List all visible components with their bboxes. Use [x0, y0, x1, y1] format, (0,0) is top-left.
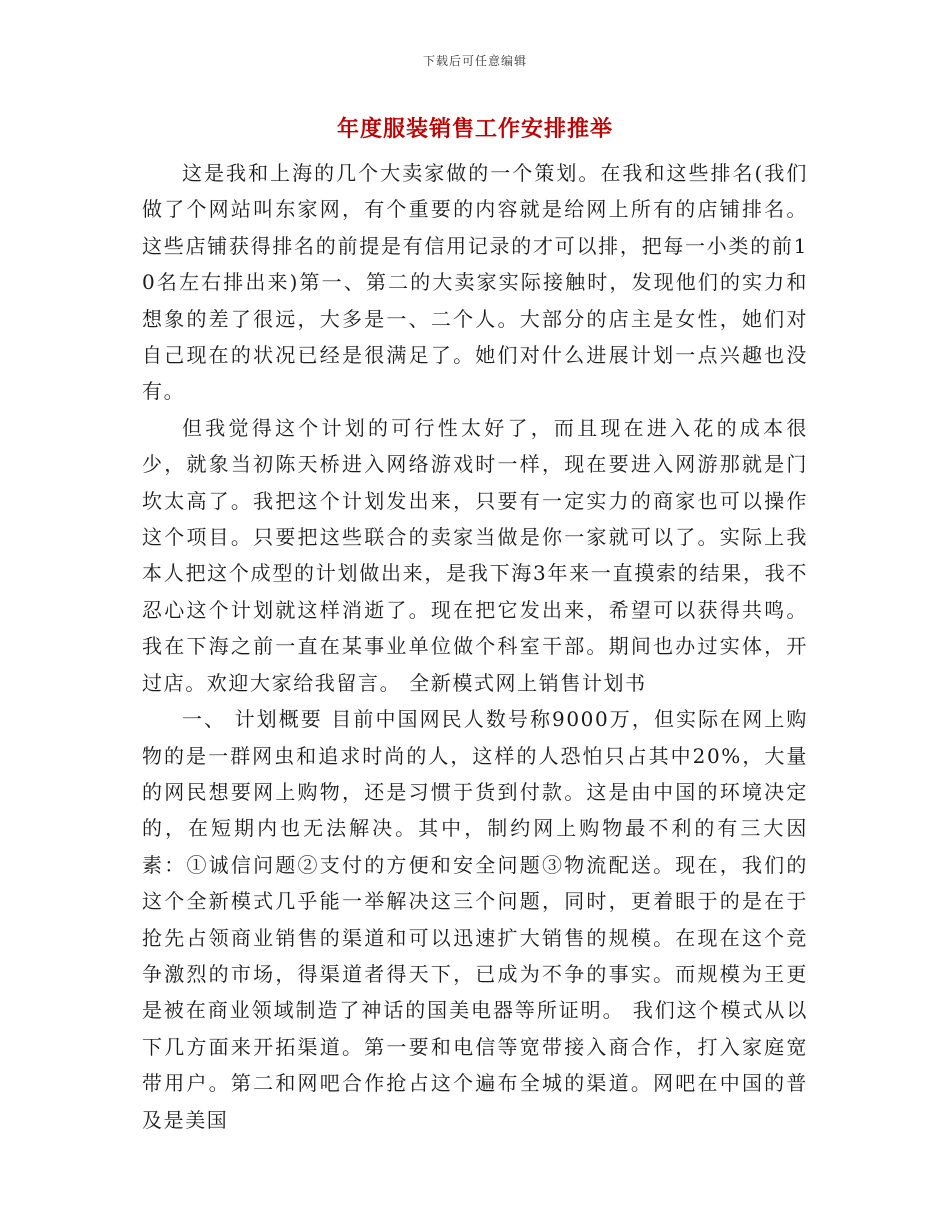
paragraph-3: 一、 计划概要 目前中国网民人数号称9000万，但实际在网上购物的是一群网虫和追求时尚的人，这样的人恐怕只占其中20%，大量的网民想要网上购物，还是习惯于货到付款。这是由中国的环境决定的，在短期内也无法解决。其中，制约网上购物最不利的有三大因素：①诚信问题②支付的方便和安全问题③物流配送。现在，我们的这个全新模式几乎能一举解决这三个问题，同时，更着眼于的是在于抢先占领商业销售的渠道和可以迅速扩大销售的规模。在现在这个竞争激烈的市场，得渠道者得天下，已成为不争的事实。而规模为王更是被在商业领域制造了神话的国美电器等所证明。 我们这个模式从以下几方面来开拓渠道。第一要和电信等宽带接入商合作，打入家庭宽带用户。第二和网吧合作抢占这个遍布全城的渠道。网吧在中国的普及是美国	[142, 707, 808, 1132]
header-note: 下载后可任意编辑	[422, 54, 527, 68]
document-title: 年度服装销售工作安排推举	[336, 116, 613, 142]
paragraph-1: 这是我和上海的几个大卖家做的一个策划。在我和这些排名(我们做了个网站叫东家网，有个重要的内容就是给网上所有的店铺排名。这些店铺获得排名的前提是有信用记录的才可以排，把每一小类的前10名左右排出来)第一、第二的大卖家实际接触时，发现他们的实力和想象的差了很远，大多是一、二个人。大部分的店主是女性，她们对自己现在的状况已经是很满足了。她们对什么进展计划一点兴趣也没有。	[142, 161, 808, 404]
document-body	[142, 155, 808, 1138]
paragraph-2: 但我觉得这个计划的可行性太好了，而且现在进入花的成本很少，就象当初陈天桥进入网络游戏时一样，现在要进入网游那就是门坎太高了。我把这个计划发出来，只要有一定实力的商家也可以操作这个项目。只要把这些联合的卖家当做是你一家就可以了。实际上我本人把这个成型的计划做出来，是我下海3年来一直摸索的结果，我不忍心这个计划就这样消逝了。现在把它发出来，希望可以获得共鸣。我在下海之前一直在某事业单位做个科室干部。期间也办过实体，开过店。欢迎大家给我留言。 全新模式网上销售计划书	[142, 415, 808, 695]
